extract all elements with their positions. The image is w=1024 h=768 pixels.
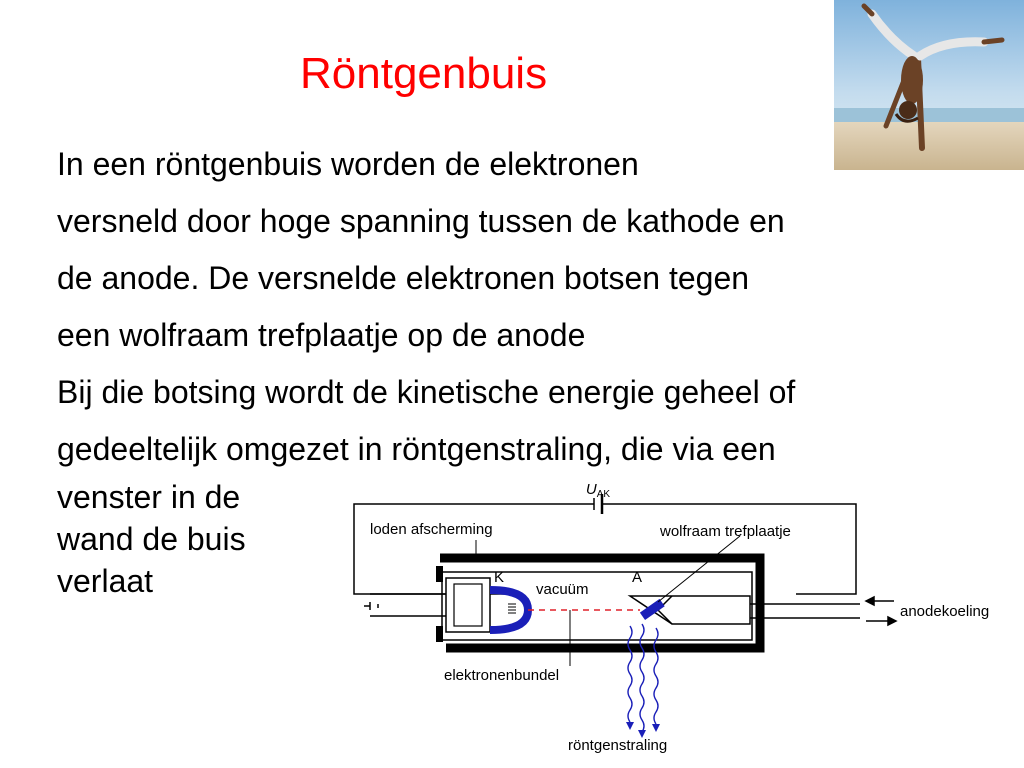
body-paragraph [57, 136, 997, 478]
body-line: Bij die botsing wordt de kinetische energie geheel of [57, 374, 796, 410]
body-line: versneld door hoge spanning tussen de kathode en [57, 203, 785, 239]
electron-beam-label: elektronenbundel [444, 667, 560, 684]
target-label: wolfraam trefplaatje [660, 523, 791, 540]
target-pointer [658, 536, 740, 602]
xray-tube-diagram [340, 474, 1010, 762]
body-line: In een röntgenbuis worden de elektronen [57, 146, 639, 182]
slide-title: Röntgenbuis [300, 49, 548, 98]
cathode-leads [364, 594, 446, 616]
shielding-label: loden afscherming [370, 521, 493, 538]
cooling-arrows [866, 597, 896, 625]
cathode-label: K [494, 569, 505, 586]
xray-arrowheads [626, 722, 660, 738]
body-line: de anode. De versnelde elektronen botsen tegen [57, 260, 750, 296]
body-line: gedeeltelijk omgezet in röntgenstraling, die via een [57, 431, 776, 467]
body-line: wand de buis [57, 521, 246, 557]
anode-label: A [632, 569, 643, 586]
cooling-pipe [750, 604, 860, 618]
body-line: een wolfraam trefplaatje op de anode [57, 317, 586, 353]
anode-cooling-label: anodekoeling [900, 603, 990, 620]
voltage-circuit [354, 494, 856, 594]
voltage-label: $U_{AK}$ [585, 481, 611, 500]
cathode-housing [446, 578, 490, 632]
body-paragraph-continued [57, 476, 246, 602]
body-line: verlaat [57, 563, 154, 599]
body-line: venster in de [57, 479, 241, 515]
cathode-filament [508, 604, 516, 613]
xray-label: röntgenstraling [568, 737, 668, 754]
vacuum-label: vacuüm [536, 581, 589, 598]
